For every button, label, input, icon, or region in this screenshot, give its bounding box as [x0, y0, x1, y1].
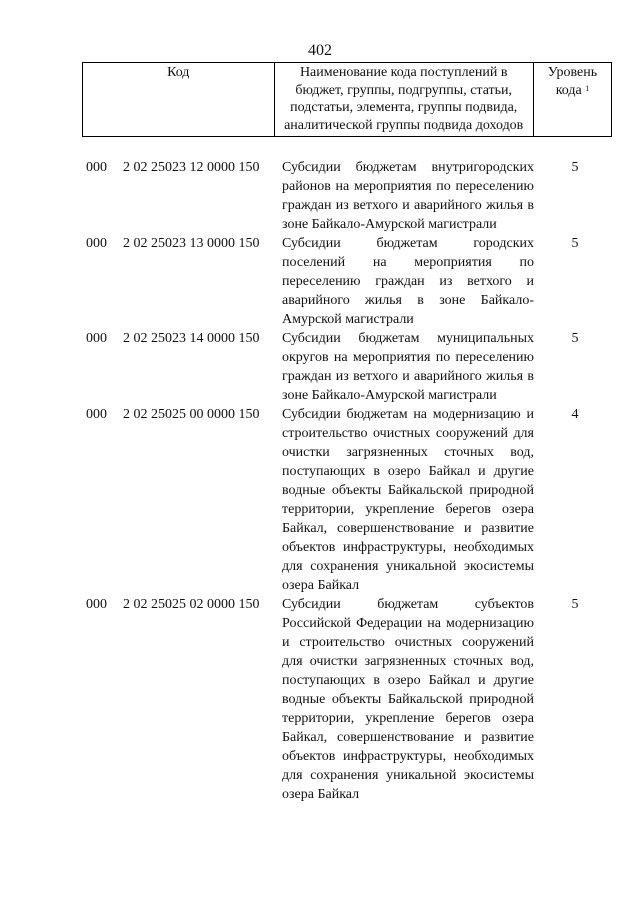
row-org-code: 000 [86, 331, 107, 346]
table-row [0, 158, 640, 234]
row-description: Субсидии бюджетам городских поселений на мероприятия по переселению граждан из ветхого и аварийного жилья в зоне Байкало-Амурской магистрали [282, 236, 534, 327]
row-description: Субсидии бюджетам на модернизацию и строительство очистных сооружений для очистки загрязненных сточных вод, поступающих в озеро Байкал и другие водные объекты Байкальской природной территории, укрепление берегов озера Байкал, совершенствование и развитие объектов инфраструктуры, необходимых для сохранения уникальной экосистемы озера Байкал [282, 407, 534, 593]
table-body [0, 158, 640, 804]
row-org-code: 000 [86, 407, 107, 422]
row-revenue-code: 2 02 25023 13 0000 150 [123, 236, 260, 251]
row-level: 5 [571, 160, 579, 175]
header-level-text: Уровень код [547, 65, 598, 98]
footnote-marker: 1 [585, 83, 590, 93]
row-revenue-code: 2 02 25025 02 0000 150 [123, 597, 260, 612]
table-row [0, 234, 640, 329]
row-revenue-code: 2 02 25023 12 0000 150 [123, 160, 260, 175]
table-row [0, 405, 640, 595]
row-revenue-code: 2 02 25023 14 0000 150 [123, 331, 260, 346]
table-row [0, 329, 640, 405]
row-level: 5 [571, 331, 579, 346]
header-code: Код [83, 63, 275, 137]
row-org-code: 000 [86, 597, 107, 612]
header-level [533, 63, 611, 137]
row-level: 4 [571, 407, 579, 422]
row-level: 5 [571, 597, 579, 612]
page-number: 402 [308, 42, 332, 59]
header-level-suffix: а [575, 82, 582, 98]
header-name: Наименование кода поступлений в бюджет, группы, подгруппы, статьи, подстатьи, элемента, группы подвида, аналитической группы подвида доходов [274, 63, 533, 137]
row-org-code: 000 [86, 160, 107, 175]
row-org-code: 000 [86, 236, 107, 251]
row-revenue-code: 2 02 25025 00 0000 150 [123, 407, 260, 422]
table-header [82, 62, 612, 137]
row-description: Субсидии бюджетам муниципальных округов на мероприятия по переселению граждан из ветхого и аварийного жилья в зоне Байкало-Амурской магистрали [282, 331, 534, 403]
table-row [0, 595, 640, 804]
row-level: 5 [571, 236, 579, 251]
row-description: Субсидии бюджетам внутригородских районов на мероприятия по переселению граждан из ветхого и аварийного жилья в зоне Байкало-Амурской магистрали [282, 160, 534, 232]
row-description: Субсидии бюджетам субъектов Российской Федерации на модернизацию и строительство очистных сооружений для очистки загрязненных сточных вод, поступающих в озеро Байкал и другие водные объекты Байкальской природной территории, укрепление берегов озера Байкал, совершенствование и развитие объектов инфраструктуры, необходимых для сохранения уникальной экосистемы озера Байкал [282, 597, 534, 802]
